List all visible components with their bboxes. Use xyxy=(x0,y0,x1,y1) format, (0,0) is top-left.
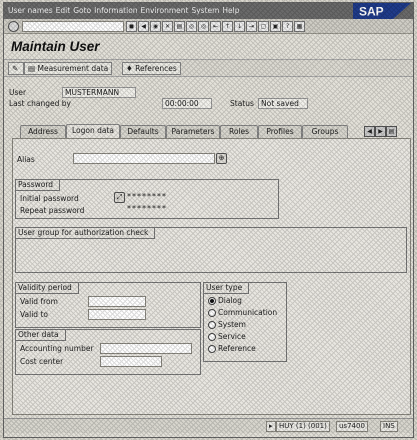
status-arrow-icon[interactable]: ▸ xyxy=(266,421,276,432)
status-mode: INS xyxy=(380,421,398,432)
radio-reference[interactable] xyxy=(208,345,216,353)
user-type-service-label: Service xyxy=(218,332,246,341)
radio-communication[interactable] xyxy=(208,309,216,317)
references-button[interactable] xyxy=(122,62,181,75)
password-group-title: Password xyxy=(16,180,60,191)
valid-to-label: Valid to xyxy=(20,310,48,319)
menu-item-edit[interactable]: Edit xyxy=(55,6,71,15)
valid-from-input[interactable] xyxy=(88,296,146,307)
measurement-data-label: Measurement data xyxy=(37,64,109,73)
cancel-icon[interactable]: ✕ xyxy=(162,21,173,32)
print-icon[interactable]: ▤ xyxy=(174,21,185,32)
measure-icon: ▤ xyxy=(28,64,36,73)
repeat-password-label: Repeat password xyxy=(20,206,85,215)
last-changed-label: Last changed by xyxy=(9,99,71,108)
references-icon: ♦ xyxy=(126,64,133,73)
tab-scroll-right-icon[interactable]: ▶ xyxy=(375,126,386,137)
other-data-group-title: Other data xyxy=(16,330,66,341)
logon-data-panel xyxy=(12,138,411,415)
cost-center-label: Cost center xyxy=(20,357,64,366)
command-field[interactable] xyxy=(22,21,124,32)
tab-defaults[interactable]: Defaults xyxy=(120,125,166,138)
layout-icon[interactable]: ▦ xyxy=(294,21,305,32)
sap-logo xyxy=(353,3,411,19)
radio-service[interactable] xyxy=(208,333,216,341)
system-toolbar xyxy=(4,19,413,34)
menu-list xyxy=(8,6,240,15)
user-label: User xyxy=(9,88,27,97)
find-next-icon[interactable]: ◎ xyxy=(198,21,209,32)
user-value: MUSTERMANN xyxy=(62,87,136,98)
tab-groups[interactable]: Groups xyxy=(302,125,348,138)
other-data-group xyxy=(15,329,201,375)
measurement-data-button[interactable] xyxy=(24,62,112,75)
repeat-password-input[interactable]: ******** xyxy=(127,204,167,213)
menu-item-user-names[interactable]: User names xyxy=(8,6,53,15)
menu-bar xyxy=(4,3,413,19)
valid-from-label: Valid from xyxy=(20,297,58,306)
back-icon[interactable]: ◀ xyxy=(138,21,149,32)
help-icon[interactable]: ? xyxy=(282,21,293,32)
radio-system[interactable] xyxy=(208,321,216,329)
prev-page-icon[interactable]: ↑ xyxy=(222,21,233,32)
status-label: Status xyxy=(230,99,254,108)
shortcut-icon[interactable]: ▣ xyxy=(270,21,281,32)
next-page-icon[interactable]: ↓ xyxy=(234,21,245,32)
tab-profiles[interactable]: Profiles xyxy=(258,125,302,138)
menu-item-goto[interactable]: Goto xyxy=(73,6,92,15)
status-server: us7400 xyxy=(336,421,368,432)
user-type-reference-label: Reference xyxy=(218,344,256,353)
find-icon[interactable]: ◎ xyxy=(186,21,197,32)
enter-icon[interactable] xyxy=(8,21,19,32)
menu-item-environment[interactable]: Environment xyxy=(140,6,189,15)
status-system: HUY (1) (001) xyxy=(276,421,330,432)
toolbar-icons xyxy=(126,21,305,32)
sap-window xyxy=(3,2,414,438)
user-type-communication-label: Communication xyxy=(218,308,278,317)
menu-item-system[interactable]: System xyxy=(191,6,220,15)
application-toolbar xyxy=(4,59,413,77)
tab-scroll-left-icon[interactable]: ◀ xyxy=(364,126,375,137)
validity-group-title: Validity period xyxy=(16,283,79,294)
tab-logon-data[interactable]: Logon data xyxy=(66,124,120,139)
initial-password-label: Initial password xyxy=(20,194,79,203)
password-group xyxy=(15,179,279,219)
validity-group xyxy=(15,282,201,328)
new-session-icon[interactable]: ▢ xyxy=(258,21,269,32)
user-type-group-title: User type xyxy=(204,283,249,294)
last-changed-value: 00:00:00 xyxy=(162,98,212,109)
edit-icon[interactable]: ✎ xyxy=(8,62,24,75)
tab-address[interactable]: Address xyxy=(20,125,66,138)
auth-group xyxy=(15,227,407,273)
references-label: References xyxy=(135,64,177,73)
first-page-icon[interactable]: ⇤ xyxy=(210,21,221,32)
last-page-icon[interactable]: ⇥ xyxy=(246,21,257,32)
exit-icon[interactable]: ◉ xyxy=(150,21,161,32)
menu-item-help[interactable]: Help xyxy=(222,6,240,15)
user-type-dialog-label: Dialog xyxy=(218,296,242,305)
valid-to-input[interactable] xyxy=(88,309,146,320)
tab-roles[interactable]: Roles xyxy=(220,125,258,138)
status-bar xyxy=(4,418,413,433)
initial-password-input[interactable]: ******** xyxy=(127,192,167,201)
accounting-number-input[interactable] xyxy=(100,343,192,354)
auth-group-title: User group for authorization check xyxy=(16,228,155,239)
alias-search-icon[interactable]: ⊕ xyxy=(216,153,227,164)
cost-center-input[interactable] xyxy=(100,356,162,367)
alias-input[interactable] xyxy=(73,153,215,164)
radio-dialog[interactable] xyxy=(208,297,216,305)
user-type-system-label: System xyxy=(218,320,246,329)
tab-list-icon[interactable]: ▤ xyxy=(386,126,397,137)
save-icon[interactable]: ◼ xyxy=(126,21,137,32)
generate-password-icon[interactable]: ⤢ xyxy=(114,192,125,203)
user-type-group xyxy=(203,282,287,362)
tab-parameters[interactable]: Parameters xyxy=(166,125,220,138)
status-value: Not saved xyxy=(258,98,308,109)
alias-label: Alias xyxy=(17,155,35,164)
menu-item-information[interactable]: Information xyxy=(94,6,138,15)
page-title: Maintain User xyxy=(11,39,100,54)
accounting-number-label: Accounting number xyxy=(20,344,94,353)
sap-logo-text: SAP xyxy=(359,4,384,19)
